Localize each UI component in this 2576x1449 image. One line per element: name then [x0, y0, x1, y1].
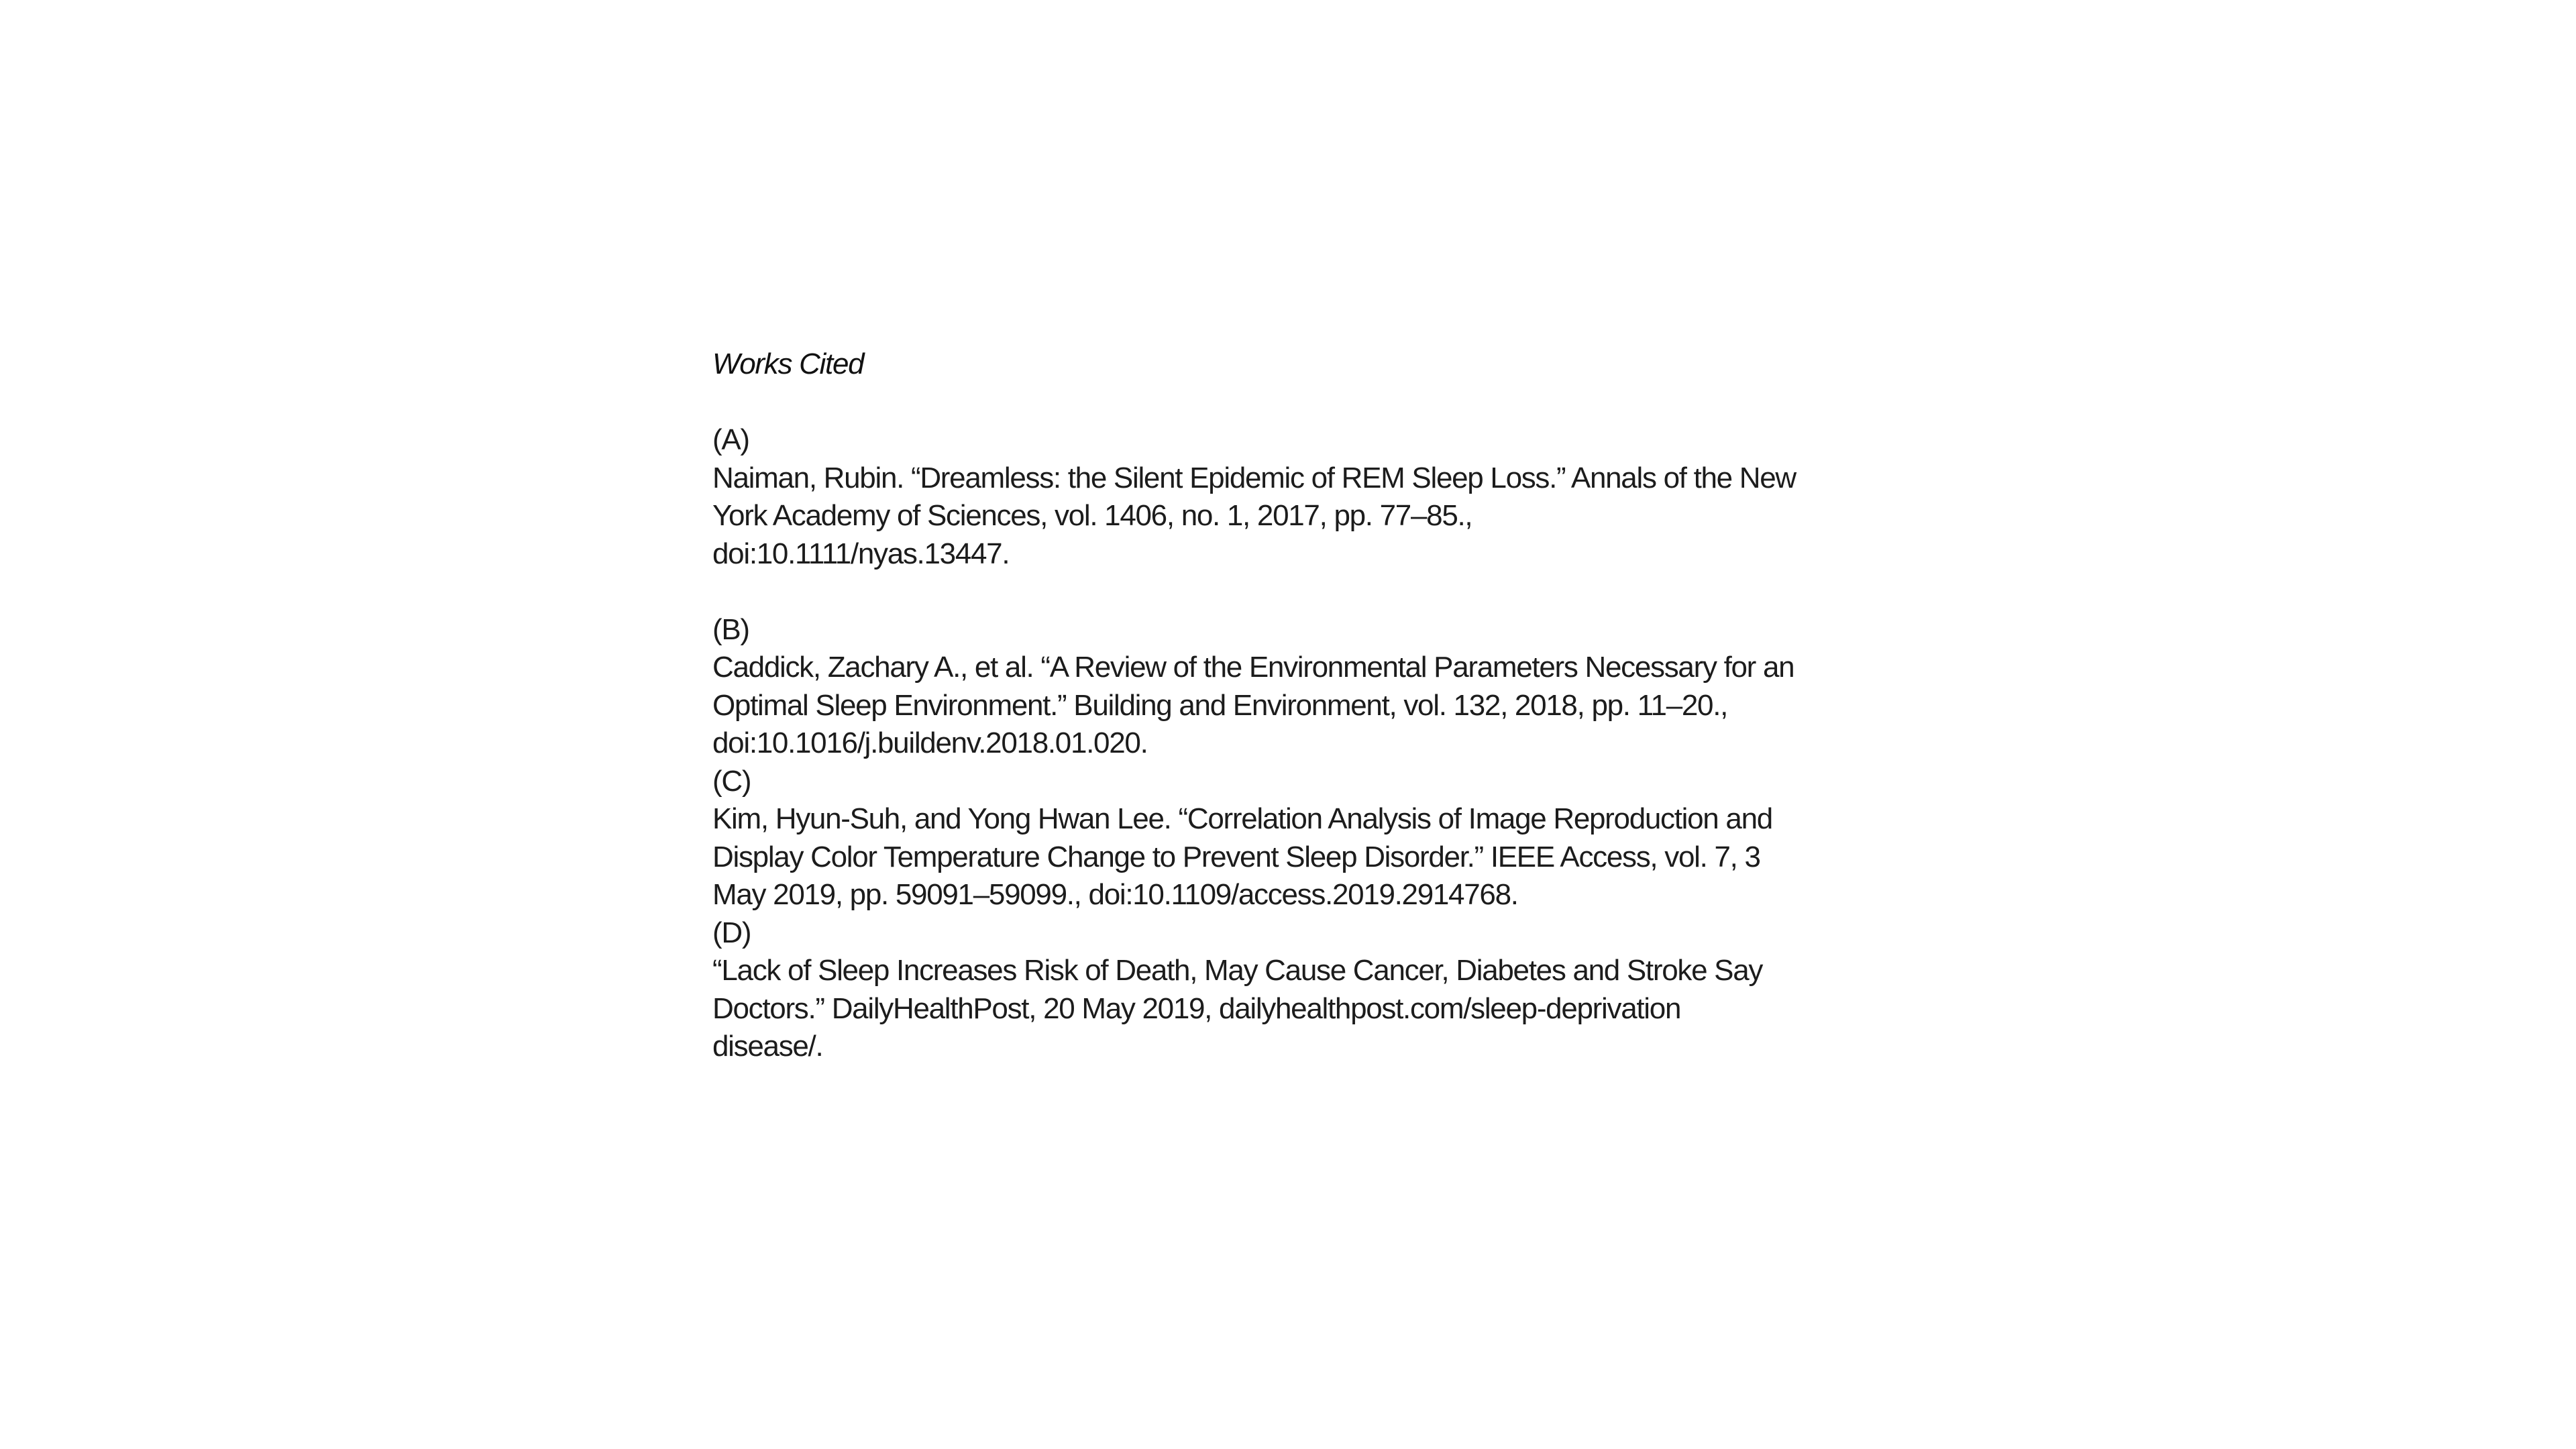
reference-line: Display Color Temperature Change to Prevent Sleep Disorder.” IEEE Access, vol. 7, 3 — [712, 840, 1760, 873]
spacer — [712, 384, 1947, 422]
works-cited-heading: Works Cited — [712, 347, 864, 380]
reference-label-b: (B) — [712, 612, 749, 646]
reference-line: Doctors.” DailyHealthPost, 20 May 2019, dailyhealthpost.com/sleep-deprivation — [712, 991, 1681, 1025]
reference-line: May 2019, pp. 59091–59099., doi:10.1109/access.2019.2914768. — [712, 878, 1518, 911]
reference-entry-b — [712, 649, 1947, 763]
spacer — [712, 573, 1947, 611]
reference-entry-d — [712, 952, 1947, 1066]
reference-line: doi:10.1016/j.buildenv.2018.01.020. — [712, 727, 1148, 759]
reference-line: Caddick, Zachary A., et al. “A Review of the Environmental Parameters Necessary for an — [712, 651, 1794, 684]
reference-line: Optimal Sleep Environment.” Building and Environment, vol. 132, 2018, pp. 11–20., — [712, 688, 1728, 722]
reference-line: Naiman, Rubin. “Dreamless: the Silent Epidemic of REM Sleep Loss.” Annals of the New — [712, 461, 1796, 494]
reference-line: Kim, Hyun-Suh, and Yong Hwan Lee. “Correlation Analysis of Image Reproduction and — [712, 802, 1772, 835]
reference-label-d: (D) — [712, 916, 751, 949]
reference-entry-a — [712, 460, 1947, 574]
reference-line: “Lack of Sleep Increases Risk of Death, May Cause Cancer, Diabetes and Stroke Say — [712, 954, 1763, 987]
reference-line: doi:10.1111/nyas.13447. — [712, 537, 1010, 570]
works-cited-section — [712, 345, 1947, 1066]
reference-line: York Academy of Sciences, vol. 1406, no. 1, 2017, pp. 77–85., — [712, 499, 1472, 532]
reference-line: disease/. — [712, 1030, 823, 1063]
reference-entry-c — [712, 800, 1947, 914]
reference-label-a: (A) — [712, 423, 749, 456]
reference-label-c: (C) — [712, 764, 751, 798]
